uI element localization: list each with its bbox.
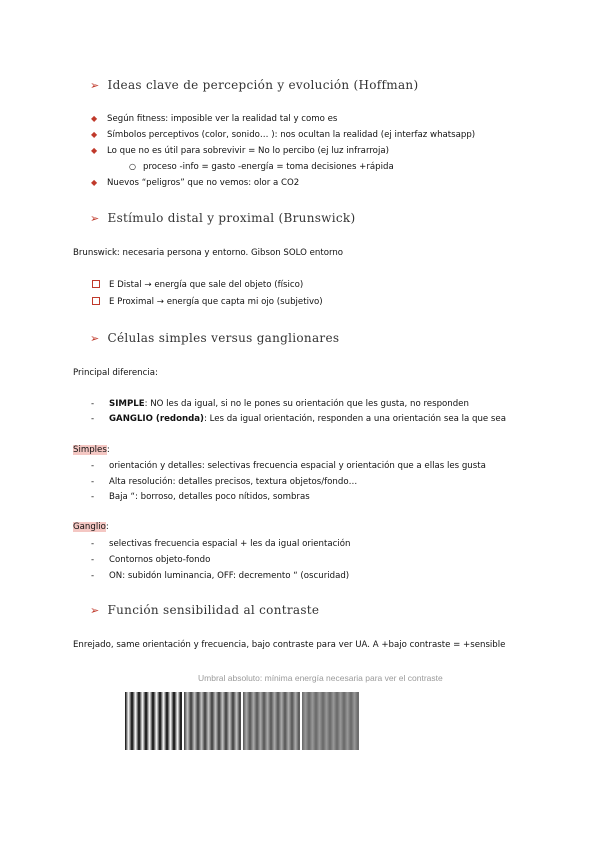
colon: : [105,522,109,532]
heading-celulas [90,331,339,345]
list-item [91,414,506,424]
list-item [92,280,303,290]
grating-patch-3 [243,692,300,750]
checkbox-icon [92,280,100,288]
list-item [92,297,323,307]
grating-patch-2 [184,692,241,750]
list-item-text: ON: subidón luminancia, OFF: decremento “ (oscuridad) [109,571,350,581]
arrow-right-icon: ➢ [90,604,100,617]
sub-list-item [129,162,394,172]
heading-text: Estímulo distal y proximal (Brunswick) [107,211,356,225]
dash-icon: - [91,461,95,471]
ganglio-label [73,522,109,532]
list-item-text: Lo que no es útil para sobrevivir = No lo percibo (ej luz infrarroja) [107,146,389,156]
heading-text: Células simples versus ganglionares [107,331,340,345]
paragraph: Enrejado, same orientación y frecuencia, bajo contraste para ver UA. A +bajo contraste = +sensible [73,640,506,650]
dash-icon: - [91,492,95,502]
simples-label [73,445,110,455]
dash-icon: - [91,414,95,424]
grating-patch-1 [125,692,182,750]
circle-icon: ○ [129,162,136,171]
heading-text: Función sensibilidad al contraste [107,603,320,617]
list-item-text: orientación y detalles: selectivas frecuencia espacial y orientación que a ellas les gusta [109,461,486,471]
paragraph: Brunswick: necesaria persona y entorno. Gibson SOLO entorno [73,248,344,258]
list-item-label: SIMPLE [109,399,145,409]
list-item-text: Baja “: borroso, detalles poco nítidos, sombras [109,492,310,502]
list-item [91,130,475,140]
list-item-text: : Les da igual orientación, responden a una orientación sea la que sea [203,414,506,424]
heading-contraste [90,603,319,617]
list-item [91,114,337,124]
list-item-text: Según fitness: imposible ver la realidad tal y como es [107,114,338,124]
list-item [91,461,486,471]
list-item-text: Símbolos perceptivos (color, sonido… ): nos ocultan la realidad (ej interfaz whatsapp) [107,130,476,140]
list-item-text: Alta resolución: detalles precisos, textura objetos/fondo… [109,477,358,487]
arrow-right-icon: ➢ [90,79,100,92]
list-item-text: : NO les da igual, si no le pones su orientación que les gusta, no responden [144,399,469,409]
list-item [91,178,299,188]
list-item [91,492,310,502]
list-item-text: E Proximal → energía que capta mi ojo (subjetivo) [109,297,323,307]
diamond-icon: ◆ [91,178,98,187]
list-item [91,399,469,409]
heading-hoffman [90,78,418,92]
list-item-text: E Distal → energía que sale del objeto (físico) [109,280,304,290]
diamond-icon: ◆ [91,114,98,123]
list-item [91,539,350,549]
dash-icon: - [91,571,95,581]
grating-patch-4 [302,692,359,750]
list-item-label: GANGLIO (redonda) [109,414,204,424]
colon: : [106,445,110,455]
sub-list-item-text: proceso -info = gasto -energía = toma decisiones +rápida [143,162,394,172]
dash-icon: - [91,555,95,565]
contrast-gratings-figure [125,692,361,750]
list-item [91,571,349,581]
dash-icon: - [91,477,95,487]
list-item [91,477,357,487]
checkbox-icon [92,297,100,305]
list-item-text: selectivas frecuencia espacial + les da igual orientación [109,539,351,549]
highlighted-label: Ganglio [73,522,106,532]
figure-caption: Umbral absoluto: mínima energía necesaria para ver el contraste [198,673,443,683]
highlighted-label: Simples [73,445,107,455]
arrow-right-icon: ➢ [90,332,100,345]
heading-brunswick [90,211,355,225]
list-item [91,555,210,565]
list-item [91,146,389,156]
heading-text: Ideas clave de percepción y evolución (Hoffman) [107,78,419,92]
arrow-right-icon: ➢ [90,212,100,225]
list-item-text: Contornos objeto-fondo [109,555,211,565]
diamond-icon: ◆ [91,130,98,139]
diamond-icon: ◆ [91,146,98,155]
paragraph: Principal diferencia: [73,368,158,378]
list-item-text: Nuevos “peligros” que no vemos: olor a CO2 [107,178,300,188]
dash-icon: - [91,539,95,549]
dash-icon: - [91,399,95,409]
